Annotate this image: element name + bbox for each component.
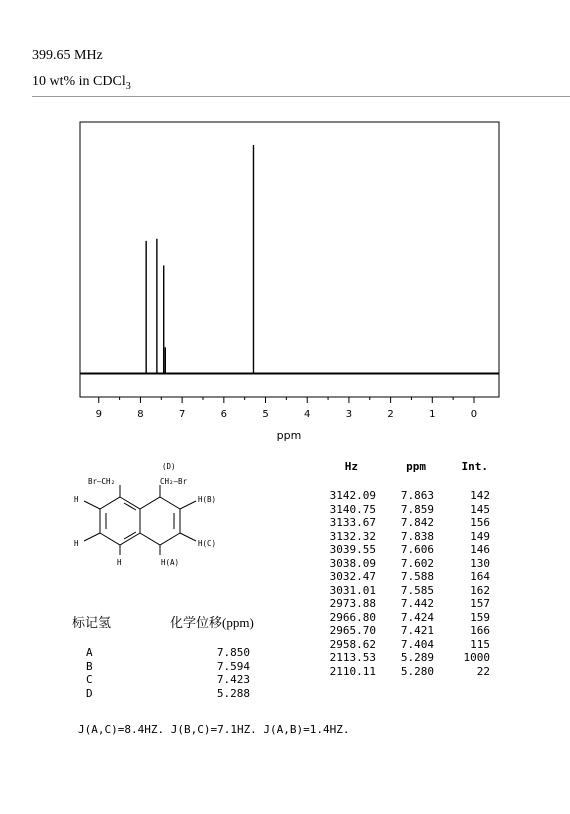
assignment-label: D (86, 686, 93, 700)
peak-table-row (320, 503, 490, 517)
assignment-shift: 5.288 (216, 686, 250, 700)
int-header: Int. (461, 460, 488, 473)
x-tick-label: 6 (220, 409, 228, 420)
peak-ppm-cell: 7.863 (400, 489, 434, 502)
peak-ppm-cell: 7.588 (400, 570, 434, 583)
peak-int-cell: 157 (470, 597, 490, 610)
peak-table-row (320, 638, 490, 652)
x-axis-ticks (96, 397, 478, 420)
label-d: (D) (162, 462, 176, 471)
h-c: H(C) (198, 539, 217, 548)
peak-ppm-cell: 7.424 (400, 610, 434, 624)
peak-int-cell: 145 (470, 502, 490, 516)
peak-table-row (320, 543, 490, 557)
plot-frame (80, 122, 499, 397)
assignment-row (70, 646, 260, 660)
solvent-subscript: 3 (125, 81, 131, 92)
peak-ppm-cell: 7.602 (400, 556, 434, 570)
peak-table-row (320, 489, 490, 503)
peak-table-row (320, 597, 490, 611)
x-tick-label: 8 (137, 409, 144, 420)
assignment-shift: 7.423 (216, 673, 250, 686)
assignment-label: C (86, 673, 93, 686)
assignment-label: A (86, 646, 93, 659)
peak-int-cell: 162 (470, 583, 490, 597)
peak-ppm-cell: 7.442 (400, 597, 434, 610)
peak-hz-cell: 3038.09 (329, 556, 376, 570)
molecule-bonds (84, 485, 196, 555)
solvent-text: 10 wt% in CDCl (32, 74, 126, 89)
peak-hz-cell: 3039.55 (329, 543, 376, 556)
peak-table-row (320, 611, 490, 625)
peak-table-row (320, 570, 490, 584)
peak-int-cell: 149 (470, 529, 490, 543)
x-tick-label: 1 (429, 409, 436, 420)
peak-ppm-cell: 7.404 (400, 637, 434, 651)
h-left-bottom: H (74, 539, 79, 548)
right-ch2br: CH₂—Br (160, 477, 188, 486)
peak-int-cell: 115 (470, 637, 490, 651)
spectrum-trace (80, 145, 499, 373)
peak-ppm-cell: 5.280 (400, 664, 434, 678)
peak-int-cell: 22 (476, 664, 490, 678)
x-tick-label: 9 (95, 409, 102, 420)
h-left-top: H (74, 495, 79, 504)
peak-ppm-cell: 5.289 (400, 651, 434, 664)
peak-hz-cell: 2113.53 (329, 651, 376, 664)
x-tick-label: 7 (178, 409, 186, 420)
peak-hz-cell: 3142.09 (329, 489, 376, 502)
assignment-table (70, 646, 260, 700)
peak-int-cell: 156 (470, 516, 490, 529)
peak-hz-cell: 3032.47 (329, 570, 376, 583)
peak-table-header (320, 460, 490, 478)
peak-table-row (320, 584, 490, 598)
peak-int-cell: 146 (470, 543, 490, 556)
h-b: H(B) (198, 495, 217, 504)
peak-table (320, 460, 490, 678)
x-tick-label: 0 (470, 409, 478, 420)
peak-table-row (320, 516, 490, 530)
peak-hz-cell: 2110.11 (329, 664, 376, 678)
assignment-label-header: 标记氢 (72, 615, 112, 630)
peak-ppm-cell: 7.421 (400, 624, 434, 637)
peak-int-cell: 142 (470, 489, 490, 502)
h-a: H(A) (161, 558, 180, 567)
peak-int-cell: 130 (470, 556, 490, 570)
assignment-row (70, 673, 260, 687)
ppm-header: ppm (406, 460, 426, 473)
peak-hz-cell: 2958.62 (329, 637, 376, 651)
peak-hz-cell: 3132.32 (329, 529, 376, 543)
x-axis-label: ppm (276, 429, 302, 442)
assignment-shift-header: 化学位移(ppm) (170, 615, 254, 630)
peak-hz-cell: 3133.67 (329, 516, 376, 529)
peak-ppm-cell: 7.842 (400, 516, 434, 529)
peak-table-body (320, 489, 490, 678)
peak-table-row (320, 557, 490, 571)
peak-hz-cell: 3031.01 (329, 583, 376, 597)
peak-table-row (320, 624, 490, 638)
peak-int-cell: 164 (470, 570, 490, 583)
peak-table-row (320, 665, 490, 679)
peak-ppm-cell: 7.606 (400, 543, 434, 556)
peak-int-cell: 159 (470, 610, 490, 624)
spectrometer-frequency: 399.65 MHz (32, 48, 103, 63)
coupling-constants: J(A,C)=8.4HZ. J(B,C)=7.1HZ. J(A,B)=1.4HZ. (78, 723, 350, 736)
assignment-shift: 7.850 (216, 646, 250, 659)
x-tick-label: 2 (387, 409, 394, 420)
hz-header: Hz (344, 460, 358, 473)
assignment-row (70, 660, 260, 674)
peak-int-cell: 1000 (463, 651, 490, 664)
peak-hz-cell: 3140.75 (329, 502, 376, 516)
peak-ppm-cell: 7.838 (400, 529, 434, 543)
left-ch2br: Br—CH₂ (88, 477, 116, 486)
peak-int-cell: 166 (470, 624, 490, 637)
x-tick-label: 5 (262, 409, 269, 420)
assignment-shift: 7.594 (216, 659, 250, 673)
peak-ppm-cell: 7.859 (400, 502, 434, 516)
assignment-row (70, 687, 260, 701)
assignment-label: B (86, 659, 93, 673)
x-tick-label: 3 (345, 409, 353, 420)
peak-hz-cell: 2965.70 (329, 624, 376, 637)
molecule-structure (60, 455, 280, 595)
peak-hz-cell: 2966.80 (329, 610, 376, 624)
h-bottom: H (117, 558, 122, 567)
x-tick-label: 4 (304, 409, 311, 420)
peak-table-row (320, 530, 490, 544)
peak-hz-cell: 2973.88 (329, 597, 376, 610)
peak-ppm-cell: 7.585 (400, 583, 434, 597)
peak-table-row (320, 651, 490, 665)
